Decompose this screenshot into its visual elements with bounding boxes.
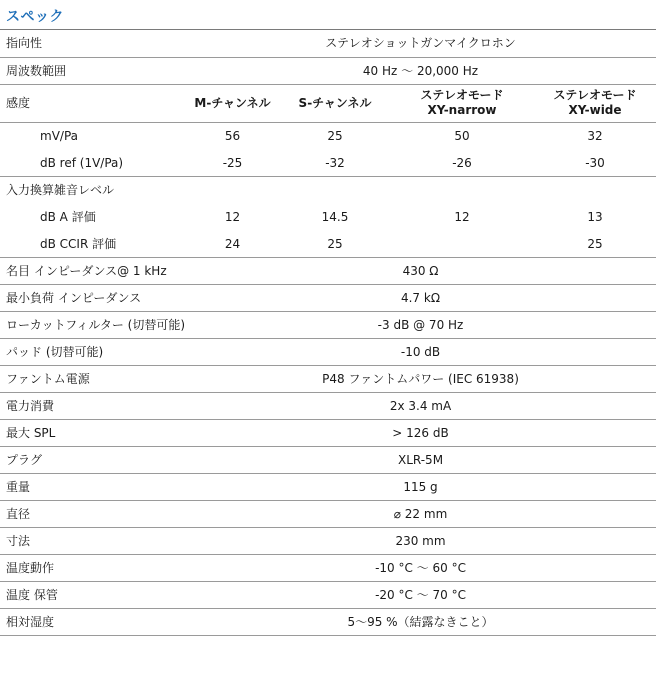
- row-label: 重量: [0, 473, 185, 500]
- row-label: ローカットフィルター (切替可能): [0, 311, 185, 338]
- cell-value: 25: [327, 128, 343, 143]
- table-row-max-spl: [0, 419, 656, 446]
- row-value: -10 dB: [185, 338, 656, 365]
- table-row-lowcut: [0, 311, 656, 338]
- row-label: ファントム電源: [0, 365, 185, 392]
- table-row-mvpa: [0, 122, 656, 149]
- cell-value: 12: [224, 209, 241, 224]
- cell-value: 32: [587, 128, 603, 143]
- column-header-xy-narrow: ステレオモード XY-narrow: [390, 84, 534, 122]
- row-label: 入力換算雑音レベル: [6, 182, 115, 197]
- cell-value: -32: [280, 149, 390, 176]
- table-row-dimensions: [0, 527, 656, 554]
- column-header-xy-wide: ステレオモード XY-wide: [534, 84, 656, 122]
- column-header-s-channel: S-チャンネル: [280, 84, 390, 122]
- section-title: スペック: [6, 9, 64, 25]
- row-value: 4.7 kΩ: [185, 284, 656, 311]
- cell-value: 25: [534, 230, 656, 257]
- row-value: -10 °C 〜 60 °C: [185, 554, 656, 581]
- table-row-dba: [0, 203, 656, 230]
- row-label: dB A 評価: [40, 209, 96, 224]
- row-value: > 126 dB: [185, 419, 656, 446]
- row-label: 感度: [0, 84, 185, 122]
- table-row-plug: [0, 446, 656, 473]
- table-row-min-load: [0, 284, 656, 311]
- cell-value: -26: [390, 149, 534, 176]
- cell-value: -30: [534, 149, 656, 176]
- row-label: プラグ: [0, 446, 185, 473]
- table-row-directivity: [0, 30, 656, 57]
- row-value: ⌀ 22 mm: [185, 500, 656, 527]
- row-label: dB CCIR 評価: [0, 230, 185, 257]
- cell-value: 13: [587, 209, 603, 224]
- row-value: 40 Hz 〜 20,000 Hz: [185, 57, 656, 84]
- cell-value: 56: [224, 128, 241, 143]
- column-header-m-channel: M-チャンネル: [185, 84, 280, 122]
- cell-value: -25: [185, 149, 280, 176]
- row-label: 名目 インピーダンス@ 1 kHz: [0, 257, 185, 284]
- row-label: 寸法: [0, 527, 185, 554]
- row-value: XLR-5M: [185, 446, 656, 473]
- row-label: 指向性: [0, 30, 185, 57]
- table-row-dbref: [0, 149, 656, 176]
- table-row-temp-operating: [0, 554, 656, 581]
- row-label: dB ref (1V/Pa): [0, 149, 185, 176]
- table-row-impedance: [0, 257, 656, 284]
- cell-value: [390, 230, 534, 257]
- row-value: 430 Ω: [185, 257, 656, 284]
- table-row-dbccir: [0, 230, 656, 257]
- table-row-sensitivity-header: [0, 84, 656, 122]
- row-label: 直径: [0, 500, 185, 527]
- row-value: 115 g: [185, 473, 656, 500]
- row-value: 230 mm: [185, 527, 656, 554]
- row-value: ステレオショットガンマイクロホン: [185, 30, 656, 57]
- row-value: 5〜95 %（結露なきこと）: [185, 608, 656, 635]
- table-row-noise-header: [0, 176, 656, 203]
- table-row-frequency: [0, 57, 656, 84]
- row-value: -20 °C 〜 70 °C: [185, 581, 656, 608]
- row-label: mV/Pa: [40, 128, 78, 143]
- cell-value: 14.5: [321, 209, 349, 224]
- table-row-humidity: [0, 608, 656, 635]
- row-label: 相対湿度: [0, 608, 185, 635]
- row-label: 温度動作: [0, 554, 185, 581]
- row-label: 温度 保管: [0, 581, 185, 608]
- row-value: -3 dB @ 70 Hz: [185, 311, 656, 338]
- row-label: 最小負荷 インピーダンス: [0, 284, 185, 311]
- cell-value: 25: [280, 230, 390, 257]
- table-row-weight: [0, 473, 656, 500]
- row-value: P48 ファントムパワー (IEC 61938): [185, 365, 656, 392]
- table-row-pad: [0, 338, 656, 365]
- table-row-phantom: [0, 365, 656, 392]
- cell-value: 24: [185, 230, 280, 257]
- spec-table: [0, 30, 656, 636]
- row-value: 2x 3.4 mA: [185, 392, 656, 419]
- table-row-diameter: [0, 500, 656, 527]
- row-label: パッド (切替可能): [0, 338, 185, 365]
- row-label: 周波数範囲: [0, 57, 185, 84]
- row-label: 電力消費: [0, 392, 185, 419]
- table-row-temp-storage: [0, 581, 656, 608]
- cell-value: 50: [454, 128, 470, 143]
- cell-value: 12: [454, 209, 470, 224]
- table-row-consumption: [0, 392, 656, 419]
- row-label: 最大 SPL: [0, 419, 185, 446]
